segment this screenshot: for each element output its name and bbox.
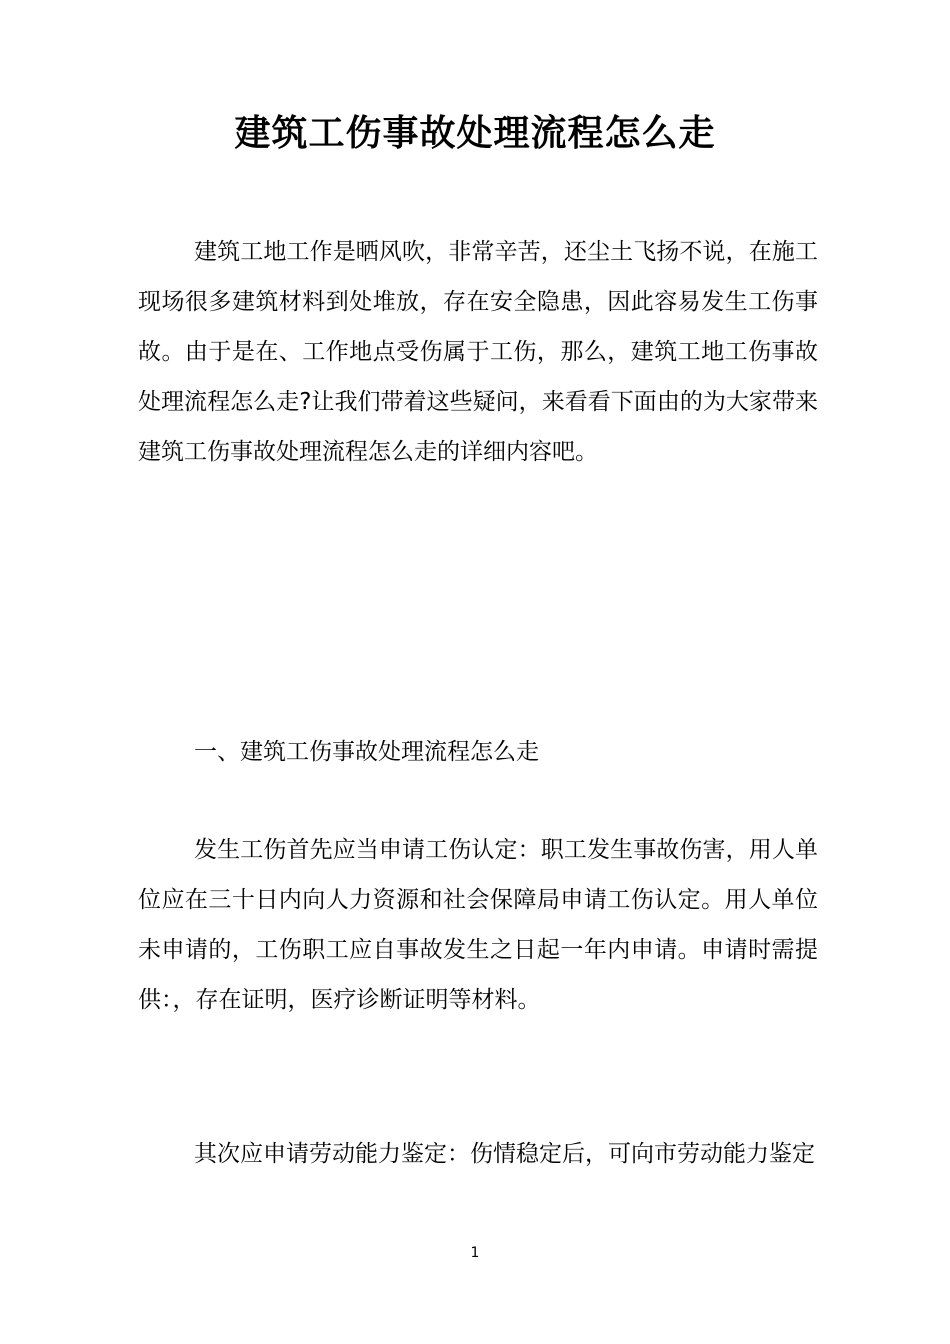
page-number: 1 [470, 1245, 480, 1261]
document-title: 建筑工伤事故处理流程怎么走 [234, 113, 716, 154]
intro-paragraph: 建筑工地工作是晒风吹，非常辛苦，还尘土飞扬不说，在施工现场很多建筑材料到处堆放，存在安全隐患，因此容易发生工伤事故。由于是在、工作地点受伤属于工伤，那么，建筑工地工伤事故处理流程怎么走?让我们带着这些疑问，来看看下面由的为大家带来建筑工伤事故处理流程怎么走的详细内容吧。 [138, 239, 818, 465]
step-one-paragraph: 发生工伤首先应当申请工伤认定：职工发生事故伤害，用人单位应在三十日内向人力资源和社会保障局申请工伤认定。用人单位未申请的，工伤职工应自事故发生之日起一年内申请。申请时需提供：，存在证明，医疗诊断证明等材料。 [138, 837, 818, 1013]
step-two-paragraph: 其次应申请劳动能力鉴定：伤情稳定后，可向市劳动能力鉴定 [194, 1141, 815, 1167]
section-heading: 一、建筑工伤事故处理流程怎么走 [194, 739, 539, 765]
